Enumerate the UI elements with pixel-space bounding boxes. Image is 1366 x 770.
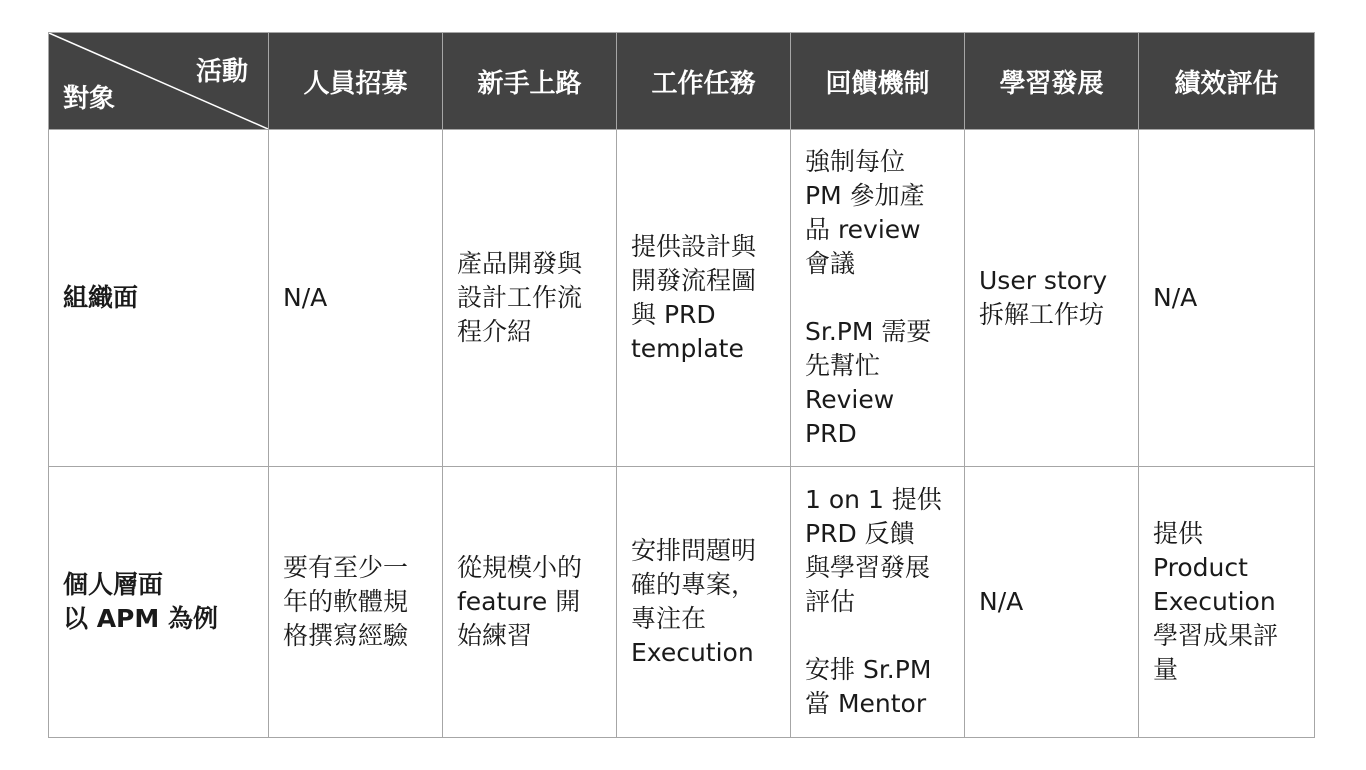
cell-text-line: N/A (283, 283, 328, 312)
cell-individual-recruitment (269, 467, 443, 738)
cell-text-line: feature 開 (457, 587, 581, 616)
activity-matrix-table (48, 32, 1315, 738)
cell-text-line: 產品開發與 (457, 249, 583, 278)
cell-text-line: template (631, 334, 744, 363)
cell-text-line: Sr.PM 需要 (805, 317, 932, 346)
row-header-line: 以 APM 為例 (63, 604, 218, 633)
cell-text-line: PRD (805, 419, 857, 448)
cell-organization-tasks (617, 130, 791, 467)
cell-text-line: 從規模小的 (457, 553, 583, 582)
cell-text-line: 1 on 1 提供 (805, 485, 942, 514)
row-header-line: 個人層面 (63, 570, 164, 599)
cell-text-line: 與學習發展 (805, 553, 931, 582)
cell-individual-performance (1139, 467, 1315, 738)
cell-text-line: 安排問題明 (631, 536, 757, 565)
row-header-organization (49, 130, 269, 467)
corner-header-cell (49, 33, 269, 130)
cell-text-line: 學習成果評 (1153, 621, 1279, 650)
cell-text-line: 專注在 (631, 604, 707, 633)
cell-text-line: 品 review (805, 215, 921, 244)
table-row-organization (49, 130, 1315, 467)
cell-text-line: 格撰寫經驗 (283, 621, 409, 650)
cell-text-line: 先幫忙 (805, 351, 881, 380)
cell-organization-learning (965, 130, 1139, 467)
cell-text-line: 會議 (805, 249, 856, 278)
column-header-tasks: 工作任務 (617, 33, 791, 130)
cell-text-line: 安排 Sr.PM (805, 655, 932, 684)
cell-text-line: 要有至少一 (283, 553, 409, 582)
cell-text-line: 年的軟體規 (283, 587, 409, 616)
row-header-line: 組織面 (63, 283, 139, 312)
cell-text-line: 拆解工作坊 (979, 300, 1105, 329)
cell-text-line: User story (979, 266, 1108, 295)
column-header-recruitment: 人員招募 (269, 33, 443, 130)
cell-organization-recruitment (269, 130, 443, 467)
corner-column-label: 活動 (195, 57, 248, 87)
cell-individual-onboarding (443, 467, 617, 738)
cell-text-line: 始練習 (457, 621, 533, 650)
cell-organization-onboarding (443, 130, 617, 467)
cell-text-line: PM 參加產 (805, 181, 925, 210)
paragraph-gap (805, 619, 950, 653)
cell-text-line: 與 PRD (631, 300, 716, 329)
cell-text-line: 確的專案， (631, 570, 757, 599)
row-header-individual (49, 467, 269, 738)
cell-organization-feedback (791, 130, 965, 467)
cell-individual-tasks (617, 467, 791, 738)
cell-text-line: N/A (979, 587, 1024, 616)
header-row (49, 33, 1315, 130)
cell-organization-performance (1139, 130, 1315, 467)
table-row-individual (49, 467, 1315, 738)
cell-text-line: Review (805, 385, 895, 414)
column-header-performance: 績效評估 (1139, 33, 1315, 130)
cell-text-line: 設計工作流 (457, 283, 583, 312)
column-header-feedback: 回饋機制 (791, 33, 965, 130)
column-header-learning: 學習發展 (965, 33, 1139, 130)
cell-text-line: 程介紹 (457, 317, 533, 346)
cell-text-line: 量 (1153, 655, 1179, 684)
cell-individual-learning (965, 467, 1139, 738)
column-header-onboarding: 新手上路 (443, 33, 617, 130)
cell-text-line: 開發流程圖 (631, 266, 757, 295)
cell-text-line: 當 Mentor (805, 689, 927, 718)
cell-text-line: N/A (1153, 283, 1198, 312)
cell-text-line: Product (1153, 553, 1248, 582)
cell-text-line: 提供 (1153, 519, 1204, 548)
cell-text-line: 提供設計與 (631, 232, 757, 261)
cell-text-line: PRD 反饋 (805, 519, 915, 548)
cell-individual-feedback (791, 467, 965, 738)
paragraph-gap (805, 281, 950, 315)
corner-row-label: 對象 (63, 84, 116, 114)
cell-text-line: 強制每位 (805, 147, 906, 176)
cell-text-line: Execution (1153, 587, 1276, 616)
cell-text-line: Execution (631, 638, 754, 667)
cell-text-line: 評估 (805, 587, 856, 616)
